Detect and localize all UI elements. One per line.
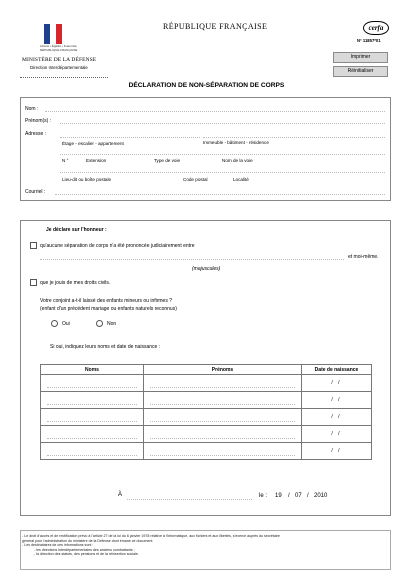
child-nom-cell[interactable] bbox=[41, 392, 144, 409]
legal-line: - les directions interdépartementales des anciens combattants ; bbox=[34, 547, 135, 552]
header-date-naissance: Date de naissance bbox=[302, 365, 372, 375]
radio-oui[interactable] bbox=[51, 320, 58, 327]
table-row bbox=[41, 426, 372, 443]
date-slash-1: / bbox=[288, 493, 290, 499]
child-nom-cell[interactable] bbox=[41, 409, 144, 426]
child-date-cell[interactable]: / / bbox=[302, 375, 372, 392]
child-nom-cell[interactable] bbox=[41, 426, 144, 443]
nom-label: Nom : bbox=[25, 106, 39, 112]
child-prenom-cell[interactable] bbox=[144, 375, 302, 392]
type-voie-label: Type de voie bbox=[154, 158, 181, 163]
oui-label: Oui bbox=[62, 321, 70, 327]
checkbox-civil-rights[interactable] bbox=[30, 279, 37, 286]
courriel-input[interactable] bbox=[55, 194, 385, 195]
etage-label: Étage - escalier - appartement bbox=[62, 141, 124, 146]
legal-line: - la direction des statuts, des pensions et de la réinsertion sociale. bbox=[34, 552, 139, 557]
date-day[interactable]: 19 bbox=[275, 493, 282, 499]
date-year[interactable]: 2010 bbox=[314, 493, 328, 499]
marianne-logo bbox=[44, 24, 62, 44]
date-month[interactable]: 07 bbox=[295, 493, 302, 499]
child-prenom-cell[interactable] bbox=[144, 443, 302, 460]
child-prenom-cell[interactable] bbox=[144, 426, 302, 443]
header-prenoms: Prénoms bbox=[144, 365, 302, 375]
immeuble-input[interactable] bbox=[203, 137, 385, 138]
child-prenom-cell[interactable] bbox=[144, 409, 302, 426]
children-instruction: Si oui, indiquez leurs noms et date de naissance : bbox=[50, 344, 161, 350]
children-table bbox=[40, 364, 372, 460]
direction-name: Direction Interdépartementale bbox=[30, 65, 88, 70]
header-divider bbox=[20, 77, 108, 78]
civil-rights-text: que je jouis de mes droits civils. bbox=[40, 280, 111, 286]
child-date-cell[interactable]: / / bbox=[302, 409, 372, 426]
child-nom-cell[interactable] bbox=[41, 375, 144, 392]
reset-button[interactable]: Réinitialiser bbox=[333, 66, 388, 77]
courriel-label: Courriel : bbox=[25, 189, 46, 195]
radio-non[interactable] bbox=[96, 320, 103, 327]
header-noms: Noms bbox=[41, 365, 144, 375]
logo-caption: Liberté • Égalité • Fraternité RÉPUBLIQUE FRANÇAISE bbox=[40, 44, 78, 52]
date-label: le : bbox=[259, 493, 268, 499]
prenoms-input[interactable] bbox=[60, 123, 385, 124]
lieu-label: À bbox=[118, 492, 123, 498]
numero-label: N ° bbox=[62, 158, 69, 163]
no-separation-text: qu'aucune séparation de corps n'a été prononcée judiciairement entre bbox=[40, 243, 195, 249]
cerfa-logo: cerfa bbox=[363, 21, 389, 35]
lieu-dit-label: Lieu-dit ou boîte postale bbox=[62, 177, 112, 182]
table-row bbox=[41, 392, 372, 409]
form-title: DÉCLARATION DE NON-SÉPARATION DE CORPS bbox=[128, 82, 285, 89]
conjoint-name-input[interactable] bbox=[40, 259, 344, 260]
checkbox-no-separation[interactable] bbox=[30, 242, 37, 249]
immeuble-label: Immeuble - bâtiment - résidence bbox=[203, 140, 269, 145]
extension-label: Extension bbox=[86, 158, 107, 163]
code-postal-label: Code postal bbox=[183, 177, 208, 182]
child-date-cell[interactable]: / / bbox=[302, 392, 372, 409]
non-label: Non bbox=[107, 321, 117, 327]
prenoms-label: Prénom(s) : bbox=[25, 118, 52, 124]
child-date-cell[interactable]: / / bbox=[302, 426, 372, 443]
children-question: Votre conjoint a-t-il laissé des enfants mineurs ou infirmes ? bbox=[40, 298, 173, 304]
voie-input[interactable] bbox=[60, 154, 385, 155]
table-header-row bbox=[41, 365, 372, 375]
table-row bbox=[41, 443, 372, 460]
lieu-input[interactable] bbox=[127, 499, 252, 500]
date-slash-2: / bbox=[307, 493, 309, 499]
child-date-cell[interactable]: / / bbox=[302, 443, 372, 460]
nom-voie-label: Nom de la voie bbox=[222, 158, 253, 163]
print-button[interactable]: Imprimer bbox=[333, 52, 388, 63]
adresse-label: Adresse : bbox=[25, 131, 47, 137]
nom-input[interactable] bbox=[45, 111, 385, 112]
identity-section bbox=[20, 97, 391, 201]
etage-input[interactable] bbox=[60, 137, 200, 138]
republique-francaise: RÉPUBLIQUE FRANÇAISE bbox=[163, 22, 268, 31]
ministry-name: MINISTÈRE DE LA DÉFENSE bbox=[22, 57, 97, 63]
children-question-detail: (enfant d'un précédent mariage ou enfants naturels reconnus) bbox=[40, 306, 177, 312]
lieu-dit-input[interactable] bbox=[60, 172, 385, 173]
child-nom-cell[interactable] bbox=[41, 443, 144, 460]
table-row bbox=[41, 409, 372, 426]
declaration-heading: Je déclare sur l'honneur : bbox=[46, 227, 107, 233]
cerfa-number: N° 11857*01 bbox=[357, 38, 381, 43]
localite-label: Localité bbox=[233, 177, 249, 182]
majuscules-hint: (majuscules) bbox=[192, 266, 221, 272]
et-moi-text: et moi-même. bbox=[348, 254, 379, 260]
legal-line: - Le droit d'accès et de rectification prévu à l'article 27 de la loi du 6 janvier 1978 relative à l'informatique, aux fichiers et aux libertés, s'exerce auprès du secrétaire bbox=[22, 534, 280, 538]
legal-line: général pour l'administration du ministère de la Défense dont émane ce document. bbox=[22, 538, 154, 543]
legal-notice bbox=[22, 534, 388, 557]
legal-line: - Les destinataires de ces informations sont : bbox=[22, 543, 94, 548]
flag-red bbox=[56, 24, 62, 44]
child-prenom-cell[interactable] bbox=[144, 392, 302, 409]
table-row bbox=[41, 375, 372, 392]
